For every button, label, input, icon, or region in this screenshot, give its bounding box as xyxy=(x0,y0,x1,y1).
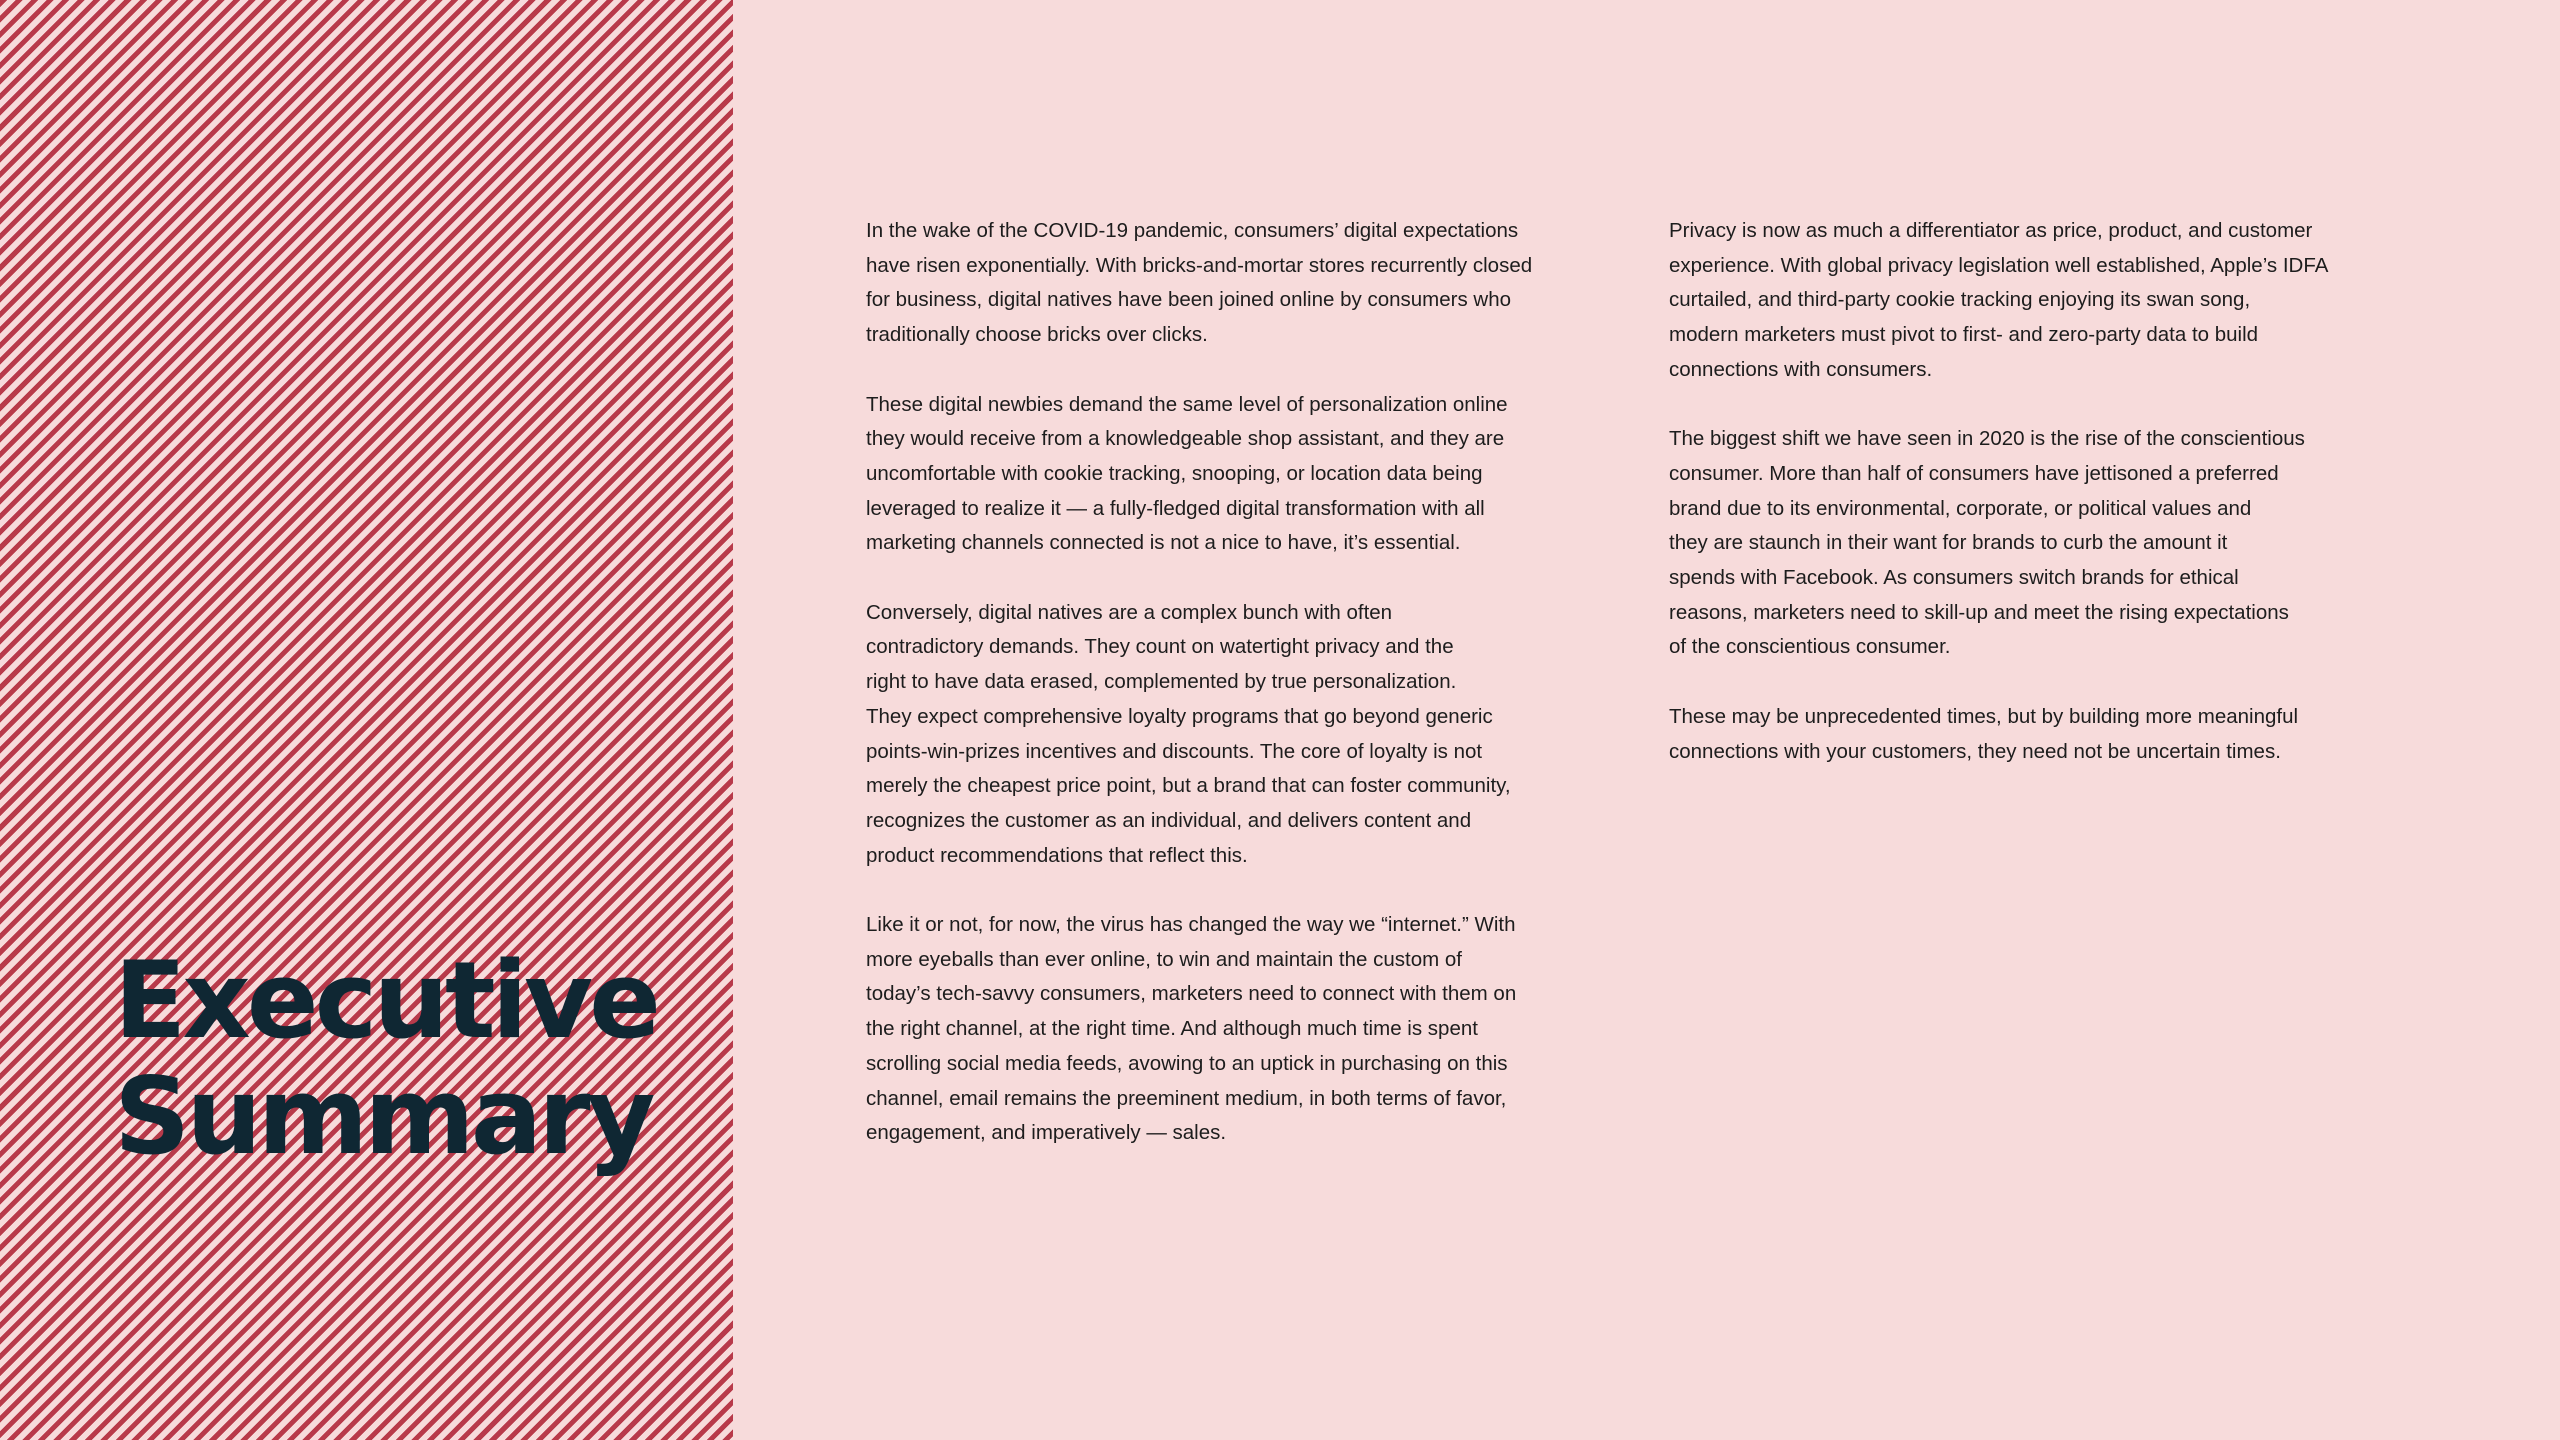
paragraph-digital-newbies: These digital newbies demand the same level of personalization online they would receive from a knowledgeable shop assistant, and they are uncomfortable with cookie tracking, snooping, or location data being leveraged to realize it — a fully-fledged digital transformation with all marketing channels connected is not a nice to have, it’s essential. xyxy=(866,392,1508,555)
paragraph-digital-natives: Conversely, digital natives are a complex bunch with often contradictory demands. They count on watertight privacy and the right to have data erased, complemented by true personalization. They expect comprehensive loyalty programs that go beyond generic points-win-prizes incentives and discounts. The core of loyalty is not merely the cheapest price point, but a brand that can foster community, recognizes the customer as an individual, and delivers content and product recommendations that reflect this. xyxy=(866,600,1511,867)
striped-side-panel xyxy=(0,0,733,1440)
paragraph-pandemic-expectations: In the wake of the COVID-19 pandemic, consumers’ digital expectations have risen exponentially. With bricks-and-mortar stores recurrently closed for business, digital natives have been joined online by consumers who traditionally choose bricks over clicks. xyxy=(866,219,1533,347)
paragraph-closing: These may be unprecedented times, but by building more meaningful connections with your customers, they need not be uncertain times. xyxy=(1669,704,2299,763)
paragraph-email-medium: Like it or not, for now, the virus has changed the way we “internet.” With more eyeballs than ever online, to win and maintain the custom of today’s tech-savvy consumers, marketers need to connect with them on the right channel, at the right time. And although much time is spent scrolling social media feeds, avowing to an uptick in purchasing on this channel, email remains the preeminent medium, in both terms of favor, engagement, and imperatively — sales. xyxy=(866,913,1517,1145)
paragraph-conscientious-consumer: The biggest shift we have seen in 2020 is the rise of the conscientious consumer. More than half of consumers have jettisoned a preferred brand due to its environmental, corporate, or political values and they are staunch in their want for brands to curb the amount it spends with Facebook. As consumers switch brands for ethical reasons, marketers need to skill-up and meet the rising expectations of the conscientious consumer. xyxy=(1669,427,2305,659)
page-title xyxy=(114,939,657,1178)
right-text-column xyxy=(1669,214,2409,804)
paragraph-privacy-differentiator: Privacy is now as much a differentiator as price, product, and customer experience. With global privacy legislation well established, Apple’s IDFA curtailed, and third-party cookie tracking enjoying its swan song, modern marketers must pivot to first- and zero-party data to build connections with consumers. xyxy=(1669,219,2329,381)
left-text-column xyxy=(866,214,1606,1186)
page-title-line-2: Summary xyxy=(114,1055,652,1178)
page-title-line-1: Executive xyxy=(114,939,657,1062)
